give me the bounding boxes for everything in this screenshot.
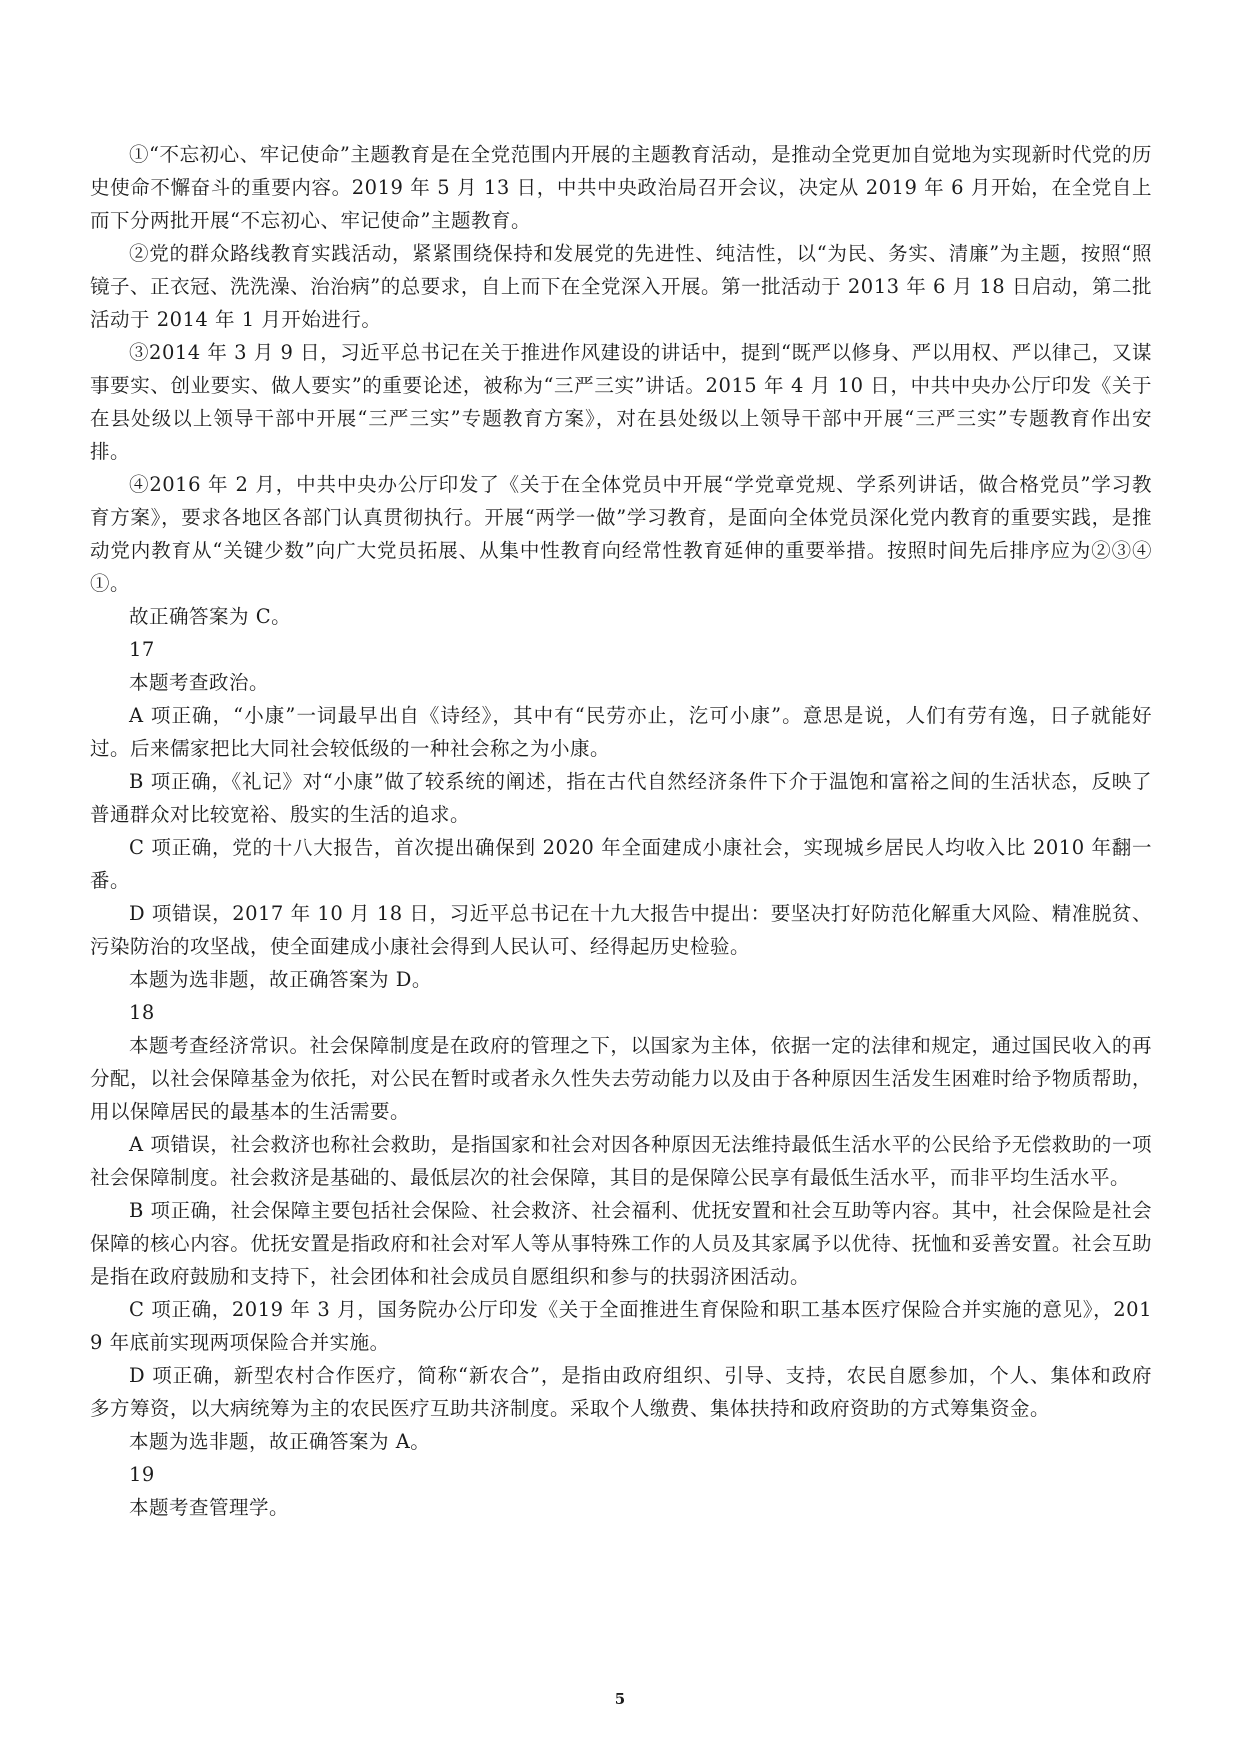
paragraph: A 项错误，社会救济也称社会救助，是指国家和社会对因各种原因无法维持最低生活水平的公民给予无偿救助的一项社会保障制度。社会救济是基础的、最低层次的社会保障，其目的是保障公民享有最低生活水平，而非平均生活水平。 xyxy=(90,1133,1152,1189)
answer-line: 本题为选非题，故正确答案为 A。 xyxy=(129,1430,431,1453)
paragraph: A 项正确，“小康”一词最早出自《诗经》，其中有“民劳亦止，汔可小康”。意思是说，人们有劳有逸，日子就能好过。后来儒家把比大同社会较低级的一种社会称之为小康。 xyxy=(90,704,1152,760)
answer-line: 故正确答案为 C。 xyxy=(129,605,292,628)
paragraph: C 项正确，2019 年 3 月，国务院办公厅印发《关于全面推进生育保险和职工基本医疗保险合并实施的意见》，2019 年底前实现两项保险合并实施。 xyxy=(90,1298,1152,1354)
question-number: 17 xyxy=(129,638,155,661)
page-number: 5 xyxy=(614,1690,626,1708)
paragraph: D 项正确，新型农村合作医疗，简称“新农合”，是指由政府组织、引导、支持，农民自愿参加，个人、集体和政府多方筹资，以大病统筹为主的农民医疗互助共济制度。采取个人缴费、集体扶持和政府资助的方式筹集资金。 xyxy=(90,1364,1152,1420)
answer-line: 本题为选非题，故正确答案为 D。 xyxy=(129,968,432,991)
document-content xyxy=(90,138,1152,1524)
paragraph: ②党的群众路线教育实践活动，紧紧围绕保持和发展党的先进性、纯洁性，以“为民、务实、清廉”为主题，按照“照镜子、正衣冠、洗洗澡、治治病”的总要求，自上而下在全党深入开展。第一批活动于 2013 年 6 月 18 日启动，第二批活动于 2014 年 1 月开始进行。 xyxy=(90,242,1152,331)
paragraph: ④2016 年 2 月，中共中央办公厅印发了《关于在全体党员中开展“学党章党规、学系列讲话，做合格党员”学习教育方案》，要求各地区各部门认真贯彻执行。开展“两学一做”学习教育，是面向全体党员深化党内教育的重要实践，是推动党内教育从“关键少数”向广大党员拓展、从集中性教育向经常性教育延伸的重要举措。按照时间先后排序应为②③④①。 xyxy=(90,473,1152,595)
paragraph: ③2014 年 3 月 9 日，习近平总书记在关于推进作风建设的讲话中，提到“既严以修身、严以用权、严以律己，又谋事要实、创业要实、做人要实”的重要论述，被称为“三严三实”讲话。2015 年 4 月 10 日，中共中央办公厅印发《关于在县处级以上领导干部中开展“三严三实”专题教育方案》，对在县处级以上领导干部中开展“三严三实”专题教育作出安排。 xyxy=(90,341,1152,463)
paragraph: B 项正确，《礼记》对“小康”做了较系统的阐述，指在古代自然经济条件下介于温饱和富裕之间的生活状态，反映了普通群众对比较宽裕、殷实的生活的追求。 xyxy=(90,770,1152,826)
paragraph: ①“不忘初心、牢记使命”主题教育是在全党范围内开展的主题教育活动，是推动全党更加自觉地为实现新时代党的历史使命不懈奋斗的重要内容。2019 年 5 月 13 日，中共中央政治局召开会议，决定从 2019 年 6 月开始，在全党自上而下分两批开展“不忘初心、牢记使命”主题教育。 xyxy=(90,143,1152,232)
paragraph: 本题考查政治。 xyxy=(129,671,270,694)
question-number: 19 xyxy=(129,1463,155,1486)
paragraph: B 项正确，社会保障主要包括社会保险、社会救济、社会福利、优抚安置和社会互助等内容。其中，社会保险是社会保障的核心内容。优抚安置是指政府和社会对军人等从事特殊工作的人员及其家属予以优待、抚恤和妥善安置。社会互助是指在政府鼓励和支持下，社会团体和社会成员自愿组织和参与的扶弱济困活动。 xyxy=(90,1199,1152,1288)
question-number: 18 xyxy=(129,1001,155,1024)
paragraph: 本题考查管理学。 xyxy=(129,1496,290,1519)
paragraph: C 项正确，党的十八大报告，首次提出确保到 2020 年全面建成小康社会，实现城乡居民人均收入比 2010 年翻一番。 xyxy=(90,836,1152,892)
paragraph: D 项错误，2017 年 10 月 18 日，习近平总书记在十九大报告中提出：要坚决打好防范化解重大风险、精准脱贫、污染防治的攻坚战，使全面建成小康社会得到人民认可、经得起历史检验。 xyxy=(90,902,1152,958)
paragraph: 本题考查经济常识。社会保障制度是在政府的管理之下，以国家为主体，依据一定的法律和规定，通过国民收入的再分配，以社会保障基金为依托，对公民在暂时或者永久性失去劳动能力以及由于各种原因生活发生困难时给予物质帮助，用以保障居民的最基本的生活需要。 xyxy=(90,1034,1152,1123)
